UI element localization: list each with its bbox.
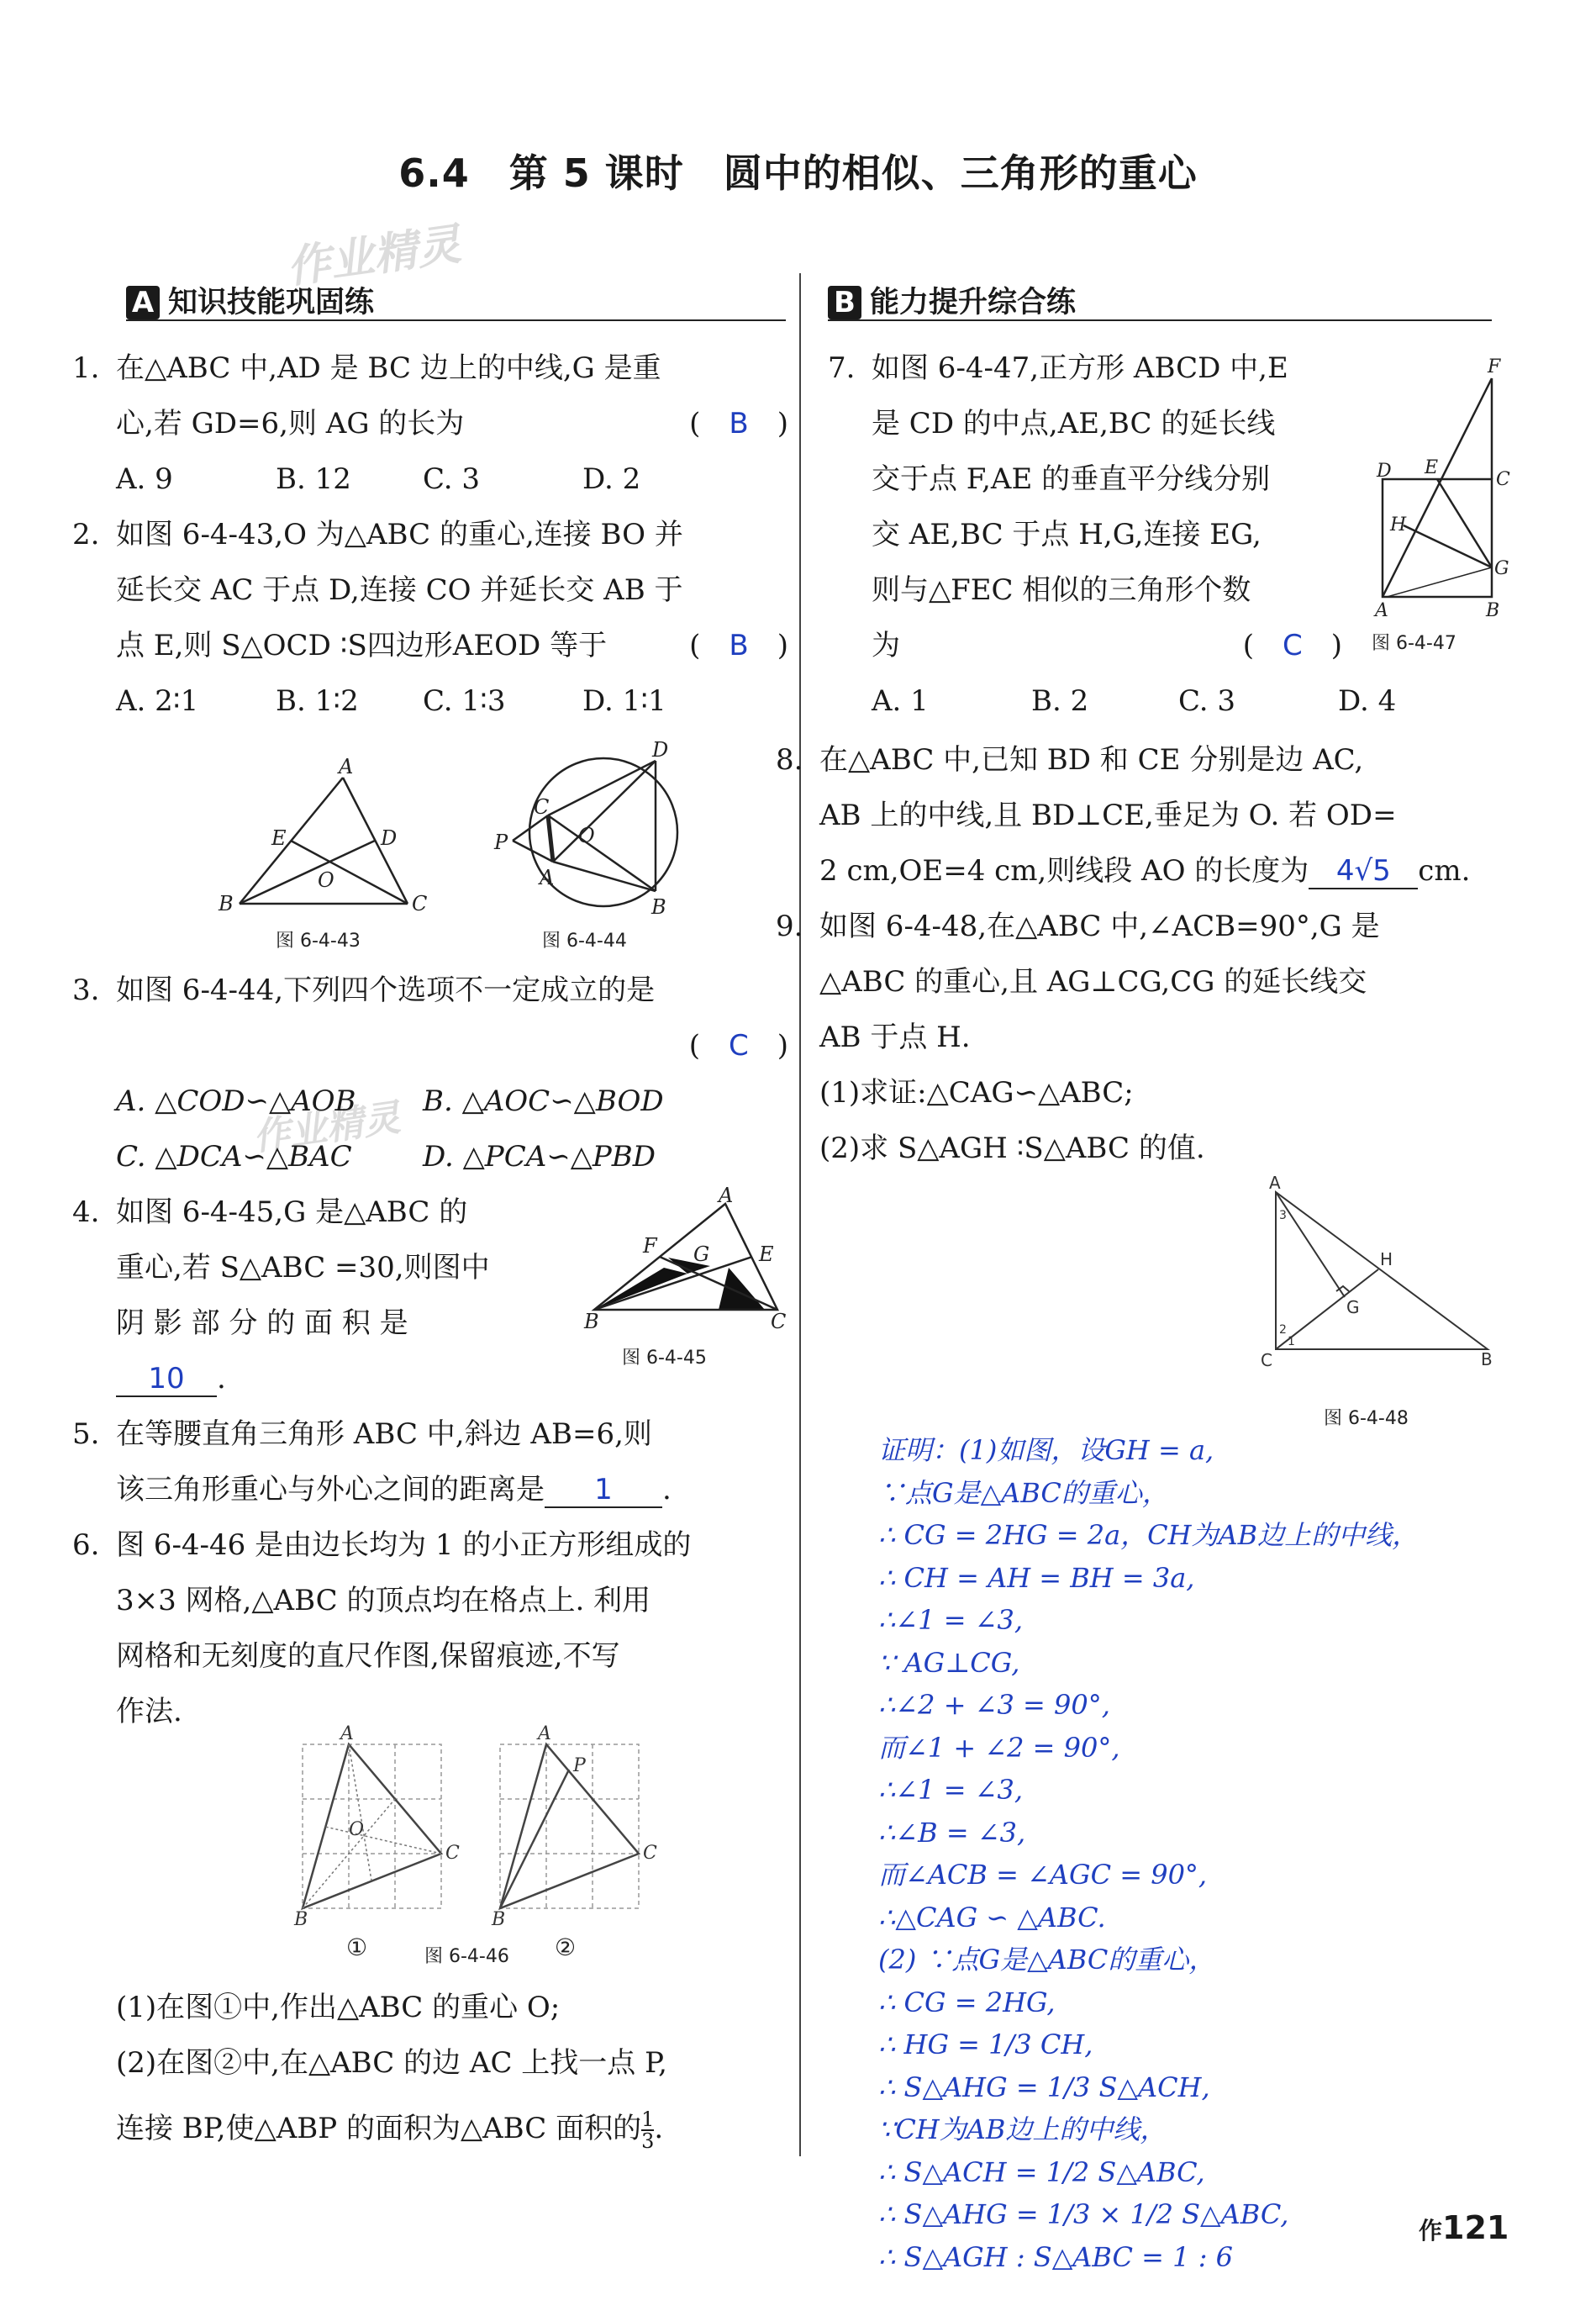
label-a: A <box>339 755 354 778</box>
watermark: 作业精灵 <box>250 1095 403 1159</box>
column-divider <box>799 273 801 2156</box>
options <box>872 673 1544 729</box>
question-text: 连接 BP,使△ABP 的面积为△ABC 面积的 <box>116 2112 642 2145</box>
divider <box>828 319 1492 321</box>
label-d: D <box>1377 461 1392 482</box>
figure-caption: 图 6-4-45 <box>622 1348 707 1369</box>
question-text: 如图 6-4-44,下列四个选项不一定成立的是 <box>116 973 656 1007</box>
label-p: P <box>494 831 508 854</box>
answer-blank: 1 <box>545 1473 662 1508</box>
options <box>116 451 788 507</box>
options <box>116 673 788 729</box>
option: A. 2∶1 <box>116 684 199 718</box>
question-text: 网格和无刻度的直尺作图,保留痕迹,不写 <box>116 1639 620 1673</box>
question-text: (1)在图①中,作出△ABC 的重心 O; <box>116 1991 561 2024</box>
figure-caption: ② <box>555 1934 577 1961</box>
label-b: B <box>492 1909 506 1930</box>
question-number: 6. <box>72 1528 100 1562</box>
question-text: 该三角形重心与外心之间的距离是 <box>116 1473 545 1506</box>
option: A. 1 <box>872 684 929 718</box>
option: C. △DCA∽△BAC <box>116 1140 352 1174</box>
label-b: B <box>651 895 666 919</box>
label-c: C <box>412 892 428 915</box>
answer: B <box>729 629 749 662</box>
option: C. 3 <box>423 462 481 496</box>
option: A. △COD∽△AOB <box>116 1084 356 1118</box>
question-number: 8. <box>776 743 803 777</box>
question-number: 3. <box>72 973 100 1007</box>
solution-line: ∴ S△AHG = 1/3 S△ACH, <box>878 2071 1210 2103</box>
option: D. 2 <box>582 462 641 496</box>
question-text: 为 <box>872 629 900 662</box>
label-g: G <box>1494 558 1509 579</box>
question-text: AB 于点 H. <box>819 1021 971 1054</box>
label-b: B <box>294 1909 308 1930</box>
options <box>116 1074 788 1129</box>
label-b: B <box>584 1310 599 1333</box>
page-title: 6.4 第 5 课时 圆中的相似、三角形的重心 <box>398 150 1198 196</box>
question-1 <box>72 340 788 507</box>
label-e: E <box>1425 457 1439 478</box>
question-9 <box>776 899 1504 1176</box>
options <box>116 1129 788 1184</box>
question-8-body <box>776 732 1504 899</box>
question-text: 是 CD 的中点,AE,BC 的延长线 <box>872 407 1276 441</box>
question-text: 延长交 AC 于点 D,连接 CO 并延长交 AB 于 <box>116 573 683 607</box>
section-b-label: 能力提升综合练 <box>870 286 1077 319</box>
question-text: 点 E,则 S△OCD ∶S四边形AEOD 等于 <box>116 629 608 662</box>
answer-paren: ( C ) <box>1242 629 1342 662</box>
option: D. △PCA∽△PBD <box>423 1140 656 1174</box>
question-text: cm. <box>1418 854 1471 888</box>
label-b: B <box>1481 1349 1493 1369</box>
question-text: 则与△FEC 相似的三角形个数 <box>872 573 1251 607</box>
question-8 <box>776 732 1504 1176</box>
watermark: 作业精灵 <box>283 219 464 294</box>
solution-line: ∵ AG⊥CG, <box>878 1646 1020 1679</box>
label-f: F <box>1488 356 1501 377</box>
question-text: 3×3 网格,△ABC 的顶点均在格点上. 利用 <box>116 1584 651 1617</box>
question-text: (2)求 S△AGH ∶S△ABC 的值. <box>819 1132 1205 1165</box>
solution-line: 而∠1 + ∠2 = 90°, <box>878 1731 1120 1764</box>
label-d: D <box>381 826 398 850</box>
section-b-badge: B <box>828 286 861 319</box>
question-text: (2)在图②中,在△ABC 的边 AC 上找一点 P, <box>116 2046 667 2080</box>
label-e: E <box>759 1242 774 1266</box>
figure-caption: 图 6-4-44 <box>542 931 627 952</box>
label-a: A <box>1375 600 1388 621</box>
numerator: 1 <box>641 2108 655 2131</box>
option: B. 12 <box>276 462 351 496</box>
solution-line: 证明：(1)如图，设GH = a, <box>878 1434 1214 1466</box>
figure-caption: 图 6-4-43 <box>276 931 361 952</box>
label-f: F <box>643 1234 657 1258</box>
denominator: 3 <box>641 2129 655 2153</box>
label-g: G <box>1346 1297 1360 1317</box>
solution-line: (2) ∵点G是△ABC的重心， <box>878 1944 1216 1976</box>
question-text: 图 6-4-46 是由边长均为 1 的小正方形组成的 <box>116 1528 692 1562</box>
figure-6-4-48 <box>1252 1173 1504 1370</box>
angle-2: 2 <box>1279 1323 1287 1337</box>
label-c: C <box>1496 469 1510 490</box>
solution-line: ∵CH为AB边上的中线， <box>878 2113 1167 2145</box>
label-b: B <box>1486 600 1500 621</box>
angle-1: 1 <box>1288 1335 1295 1348</box>
answer-paren: ( B ) <box>689 407 788 441</box>
answer: C <box>1282 629 1303 662</box>
figure-caption: 图 6-4-48 <box>1324 1408 1409 1429</box>
question-text: 如图 6-4-43,O 为△ABC 的重心,连接 BO 并 <box>116 518 683 551</box>
answer-paren: ( C ) <box>688 1029 788 1063</box>
label-g: G <box>693 1242 710 1266</box>
solution-line: ∴ S△AGH : S△ABC = 1 : 6 <box>878 2240 1233 2273</box>
figure-caption: 图 6-4-47 <box>1372 633 1456 654</box>
solution-line: ∴ S△AHG = 1/3 × 1/2 S△ABC, <box>878 2198 1289 2230</box>
label-p: P <box>573 1755 586 1776</box>
section-a-label: 知识技能巩固练 <box>168 286 375 319</box>
solution-line: ∵点G是△ABC的重心， <box>878 1476 1169 1509</box>
label-h: H <box>1390 514 1407 535</box>
solution-line: ∴∠1 = ∠3, <box>878 1604 1024 1636</box>
question-text: 心,若 GD=6,则 AG 的长为 <box>116 407 465 441</box>
option: C. 1∶3 <box>423 684 506 718</box>
question-text: 如图 6-4-45,G 是△ABC 的 <box>116 1195 468 1229</box>
question-text: 阴 影 部 分 的 面 积 是 <box>116 1306 408 1340</box>
page-number <box>1419 2209 1509 2246</box>
question-2 <box>72 507 788 729</box>
question-4: 4. 如图 6-4-45,G 是△ABC 的 重心,若 S△ABC =30,则图中 阴 影 部 分 的 面 积 是 10 . <box>116 1184 788 1406</box>
divider <box>126 319 786 321</box>
label-o: O <box>349 1819 365 1840</box>
figure-caption: ① <box>346 1934 368 1961</box>
section-a-badge: A <box>126 286 160 319</box>
figure-caption: 图 6-4-46 <box>424 1946 509 1967</box>
label-a: A <box>1269 1173 1281 1193</box>
option: D. 1∶1 <box>582 684 666 718</box>
label-c: C <box>643 1843 657 1864</box>
question-5: 5. 在等腰直角三角形 ABC 中,斜边 AB=6,则 该三角形重心与外心之间的距离是 1 . <box>116 1406 788 1517</box>
fraction <box>641 2109 654 2151</box>
solution-line: ∴∠1 = ∠3, <box>878 1774 1024 1806</box>
solution-line: ∴ CH = AH = BH = 3a, <box>878 1561 1195 1594</box>
question-text: △ABC 的重心,且 AG⊥CG,CG 的延长线交 <box>819 965 1367 999</box>
label-c: C <box>1261 1350 1272 1370</box>
figure-6-4-46 <box>294 1719 672 1934</box>
page-prefix: 作 <box>1419 2217 1443 2245</box>
question-number: 9. <box>776 910 803 943</box>
question-number: 7. <box>828 351 856 385</box>
solution-line: ∴ CG = 2HG = 2a，CH为AB边上的中线， <box>878 1519 1420 1551</box>
label-c: C <box>445 1843 460 1864</box>
question-text: AB 上的中线,且 BD⊥CE,垂足为 O. 若 OD= <box>819 799 1397 832</box>
question-number: 1. <box>72 351 100 385</box>
solution-line: ∴ CG = 2HG, <box>878 1986 1056 2018</box>
figure-6-4-43 <box>214 755 441 916</box>
solution-line: 而∠ACB = ∠AGC = 90°, <box>878 1859 1208 1891</box>
label-d: D <box>652 738 669 762</box>
question-text: 交于点 F,AE 的垂直平分线分别 <box>872 462 1271 496</box>
label-a: A <box>340 1723 354 1744</box>
question-text: 作法. <box>116 1695 182 1728</box>
question-7 <box>828 340 1397 729</box>
question-text: 在△ABC 中,已知 BD 和 CE 分别是边 AC, <box>819 743 1364 777</box>
question-text: 在等腰直角三角形 ABC 中,斜边 AB=6,则 <box>116 1417 652 1451</box>
question-number: 4. <box>72 1195 100 1229</box>
question-number: 2. <box>72 518 100 551</box>
question-6-subparts: (1)在图①中,作出△ABC 的重心 O; (2)在图②中,在△ABC 的边 AC 上找一点 P, 连接 BP,使△ABP 的面积为△ABC 面积的 $\frac{1}{3}$ . <box>116 1980 788 2156</box>
column-a <box>72 340 788 729</box>
figure-6-4-45 <box>584 1184 794 1333</box>
label-a: A <box>540 866 555 889</box>
label-c: C <box>534 795 550 819</box>
figure-6-4-44 <box>487 740 681 921</box>
question-text: 2 cm,OE=4 cm,则线段 AO 的长度为 <box>819 854 1309 888</box>
answer-blank: 10 <box>116 1362 217 1397</box>
label-e: E <box>271 826 287 850</box>
solution-block <box>878 1429 1467 2278</box>
option: B. 2 <box>1031 684 1089 718</box>
label-b: B <box>219 892 234 915</box>
option: A. 9 <box>116 462 173 496</box>
label-o: O <box>318 868 334 892</box>
answer-paren: ( B ) <box>689 629 788 662</box>
option: B. 1∶2 <box>276 684 359 718</box>
option: C. 3 <box>1178 684 1236 718</box>
label-c: C <box>771 1310 787 1333</box>
solution-line: ∴△CAG ∽ △ABC. <box>878 1901 1106 1934</box>
section-b-header <box>828 279 1076 318</box>
question-text: 如图 6-4-48,在△ABC 中,∠ACB=90°,G 是 <box>819 910 1380 943</box>
answer: B <box>729 407 749 441</box>
solution-line: ∴∠2 + ∠3 = 90°, <box>878 1689 1110 1721</box>
question-3 <box>72 963 788 1184</box>
option: D. 4 <box>1338 684 1397 718</box>
section-a-header <box>126 279 374 318</box>
angle-3: 3 <box>1279 1209 1287 1222</box>
question-number: 5. <box>72 1417 100 1451</box>
page-number-value: 121 <box>1442 2209 1509 2246</box>
label-a: A <box>538 1723 551 1744</box>
label-a: A <box>719 1184 734 1207</box>
solution-line: ∴ S△ACH = 1/2 S△ABC, <box>878 2155 1205 2188</box>
question-text: 如图 6-4-47,正方形 ABCD 中,E <box>872 351 1288 385</box>
figure-6-4-47 <box>1353 349 1510 621</box>
label-h: H <box>1380 1249 1393 1269</box>
answer: C <box>728 1029 749 1063</box>
question-6 <box>72 1517 788 1739</box>
label-o: O <box>578 824 595 847</box>
option: B. △AOC∽△BOD <box>423 1084 664 1118</box>
question-text: 重心,若 S△ABC =30,则图中 <box>116 1251 490 1285</box>
solution-line: ∴∠B = ∠3, <box>878 1816 1026 1849</box>
question-text: 在△ABC 中,AD 是 BC 边上的中线,G 是重 <box>116 351 661 385</box>
question-text: 交 AE,BC 于点 H,G,连接 EG, <box>872 518 1262 551</box>
solution-line: ∴ HG = 1/3 CH, <box>878 2028 1093 2060</box>
answer-blank: 4√5 <box>1309 854 1418 889</box>
question-text: (1)求证:△CAG∽△ABC; <box>819 1076 1134 1110</box>
